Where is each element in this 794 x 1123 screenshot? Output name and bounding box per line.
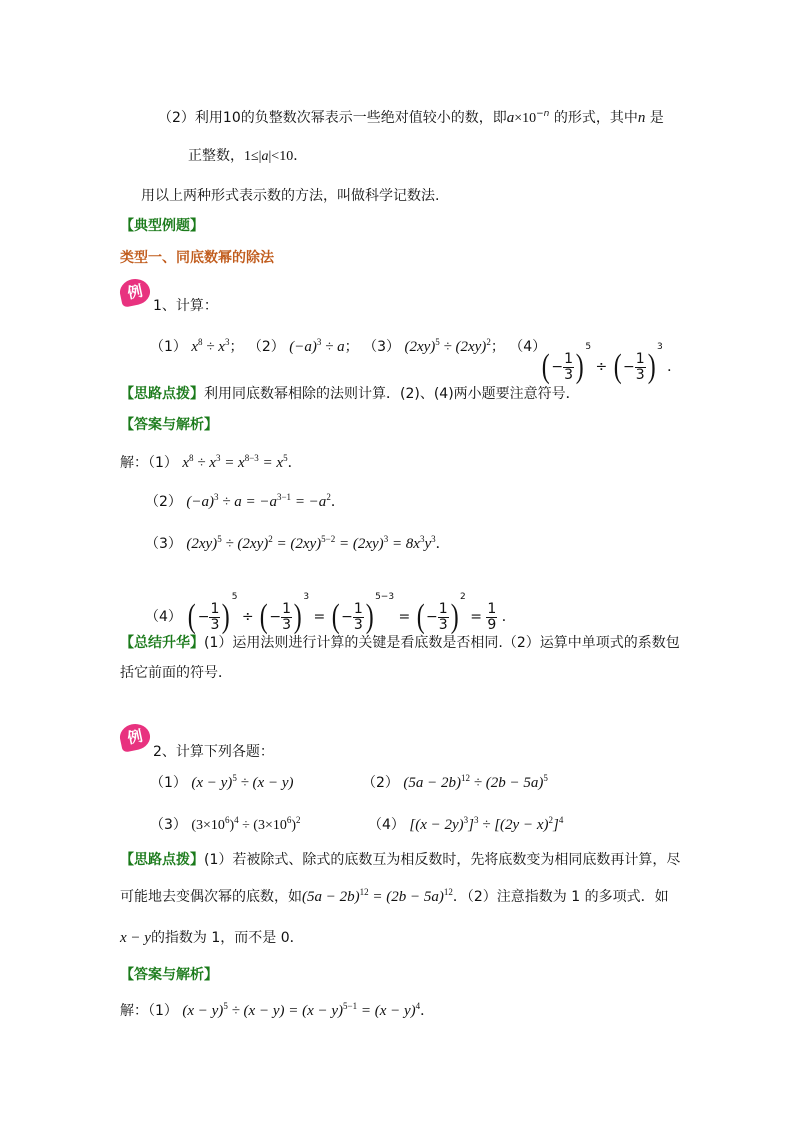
ex2-hint-line2: 可能地去变偶次幂的底数，如$(5a - 2b)^{12} = (2b - 5a)^{12}$．（2）注意指数为 1 的多项式．如 bbox=[120, 887, 669, 905]
ex2-label-1: （1） bbox=[150, 775, 187, 791]
heading-typical-examples: 【典型例题】 bbox=[120, 218, 204, 234]
sep: ； bbox=[229, 339, 244, 355]
ex2-solution-1: 解：（1） $(x - y)^5 \div (x - y) = (x - y)^{5-1} = (x - y)^4$． bbox=[120, 1001, 435, 1019]
summary-tag: 【总结升华】 bbox=[120, 635, 204, 651]
intro-text-d: 正整数， bbox=[188, 148, 244, 164]
ex2-label-4: （4） bbox=[368, 817, 405, 833]
hint-text: 利用同底数幂相除的法则计算．(2)、(4)两小题要注意符号． bbox=[204, 386, 580, 402]
ex2-hint-line1 bbox=[120, 849, 680, 871]
hint-text-2a: 可能地去变偶次幂的底数，如 bbox=[120, 889, 302, 905]
ex1-solution-2: （2） $(-a)^3 \div a = -a^{3-1} = -a^2$． bbox=[145, 492, 345, 510]
sep: ； bbox=[344, 339, 359, 355]
heading-type-1: 类型一、同底数幂的除法 bbox=[120, 250, 274, 266]
ex2-problem-1: （1） $(x - y)^5 \div (x - y)$ bbox=[150, 773, 294, 791]
intro-line-1: （2）利用10的负整数次幂表示一些绝对值较小的数，即$a\times 10^{-n}$ 的形式，其中n 是 bbox=[158, 109, 664, 126]
ex1-formula-3: $(2xy)^5 \div (2xy)^2$ bbox=[404, 337, 491, 355]
hint-tag: 【思路点拨】 bbox=[120, 386, 204, 402]
solution-label-ex2: 解：（1） bbox=[120, 1003, 178, 1019]
intro-text-e: 用以上两种形式表示数的方法，叫做科学记数法. bbox=[141, 188, 440, 204]
sep: ； bbox=[490, 339, 505, 355]
example-badge-icon-2: 例 bbox=[118, 721, 153, 753]
ex2-problem-3: （3） $(3\times 10^6)^4 \div (3\times 10^6)^2$ bbox=[150, 815, 301, 833]
example-badge-icon: 例 bbox=[118, 276, 153, 308]
intro-text-c: 是 bbox=[649, 110, 664, 126]
ex1-summary-line2: 括它前面的符号． bbox=[120, 665, 232, 681]
ex1-formula-4: ( − $\frac{1}{3}$ )$^5$ ÷ ( − $\frac{1}{3}$ )$^3$ ． bbox=[541, 342, 682, 385]
summary-text-1: (1）运用法则进行计算的关键是看底数是否相同.（2）运算中单项式的系数包 bbox=[204, 635, 680, 651]
ex2-label-3: （3） bbox=[150, 817, 187, 833]
ex2-title: 2、计算下列各题： bbox=[153, 744, 274, 760]
ex1-label-2: （2） bbox=[247, 339, 285, 355]
solution-label-2: （2） bbox=[145, 494, 182, 510]
formula-a-times-10: a bbox=[506, 110, 515, 126]
var-n: n bbox=[637, 110, 646, 126]
hint-text-3: 的指数为 1，而不是 0． bbox=[150, 930, 304, 946]
times-sign: ×10 bbox=[514, 111, 537, 126]
ex1-formula-1: $x^8 \div x^3$ bbox=[191, 337, 230, 355]
ex1-label-4: （4） bbox=[509, 339, 547, 355]
ex2-answer-tag: 【答案与解析】 bbox=[120, 967, 218, 983]
intro-line-2 bbox=[188, 145, 307, 168]
ex1-solution-1: 解：（1） $x^8 \div x^3 = x^{8-3} = x^5$． bbox=[120, 453, 302, 471]
ex2-label-2: （2） bbox=[362, 775, 399, 791]
ex1-label-3: （3） bbox=[363, 339, 400, 355]
ex1-answer-tag: 【答案与解析】 bbox=[120, 417, 218, 433]
solution-label: 解：（1） bbox=[120, 455, 178, 471]
range-formula: 1≤|a|<10． bbox=[244, 149, 308, 164]
ex2-problem-4: （4） $[(x - 2y)^3]^3 \div [(2y - x)^2]^4$ bbox=[368, 815, 564, 833]
intro-text-b: 的形式，其中 bbox=[553, 110, 638, 126]
solution-label-3: （3） bbox=[145, 536, 182, 552]
hint-text-2b: ．（2）注意指数为 1 的多项式．如 bbox=[452, 889, 669, 905]
ex1-solution-4: （4） ( − $\frac{1}{3}$ )$^5$ ÷ ( − $\frac{1}{3}$ )$^3$ = ( − $\frac{1}{3}$ )$^{5-3}$ = ( − $\frac{1}{3}$ )$^2$ = $\frac{1}{9}$ ． bbox=[145, 592, 516, 635]
ex1-hint bbox=[120, 383, 580, 405]
ex2-problem-2: （2） $(5a - 2b)^{12} \div (2b - 5a)^5$ bbox=[362, 773, 548, 791]
intro-text-a: （2）利用10的负整数次幂表示一些绝对值较小的数，即 bbox=[158, 110, 507, 126]
ex2-hint-line3: x − y的指数为 1，而不是 0． bbox=[120, 930, 304, 946]
ex1-summary-line1 bbox=[120, 632, 680, 654]
ex1-title: 1、计算： bbox=[153, 298, 218, 314]
solution-label-4: （4） bbox=[145, 609, 182, 625]
intro-line-3 bbox=[141, 185, 439, 207]
hint-tag-2: 【思路点拨】 bbox=[120, 852, 204, 868]
ex1-label-1: （1） bbox=[150, 339, 187, 355]
hint-text-1: (1）若被除式、除式的底数互为相反数时，先将底数变为相同底数再计算，尽 bbox=[204, 852, 681, 868]
ex1-solution-3: （3） $(2xy)^5 \div (2xy)^2 = (2xy)^{5-2} = (2xy)^3 = 8x^3y^3$． bbox=[145, 534, 450, 552]
ex1-formula-2: $(-a)^3 \div a$ bbox=[289, 337, 345, 355]
ex1-problems bbox=[150, 336, 546, 358]
